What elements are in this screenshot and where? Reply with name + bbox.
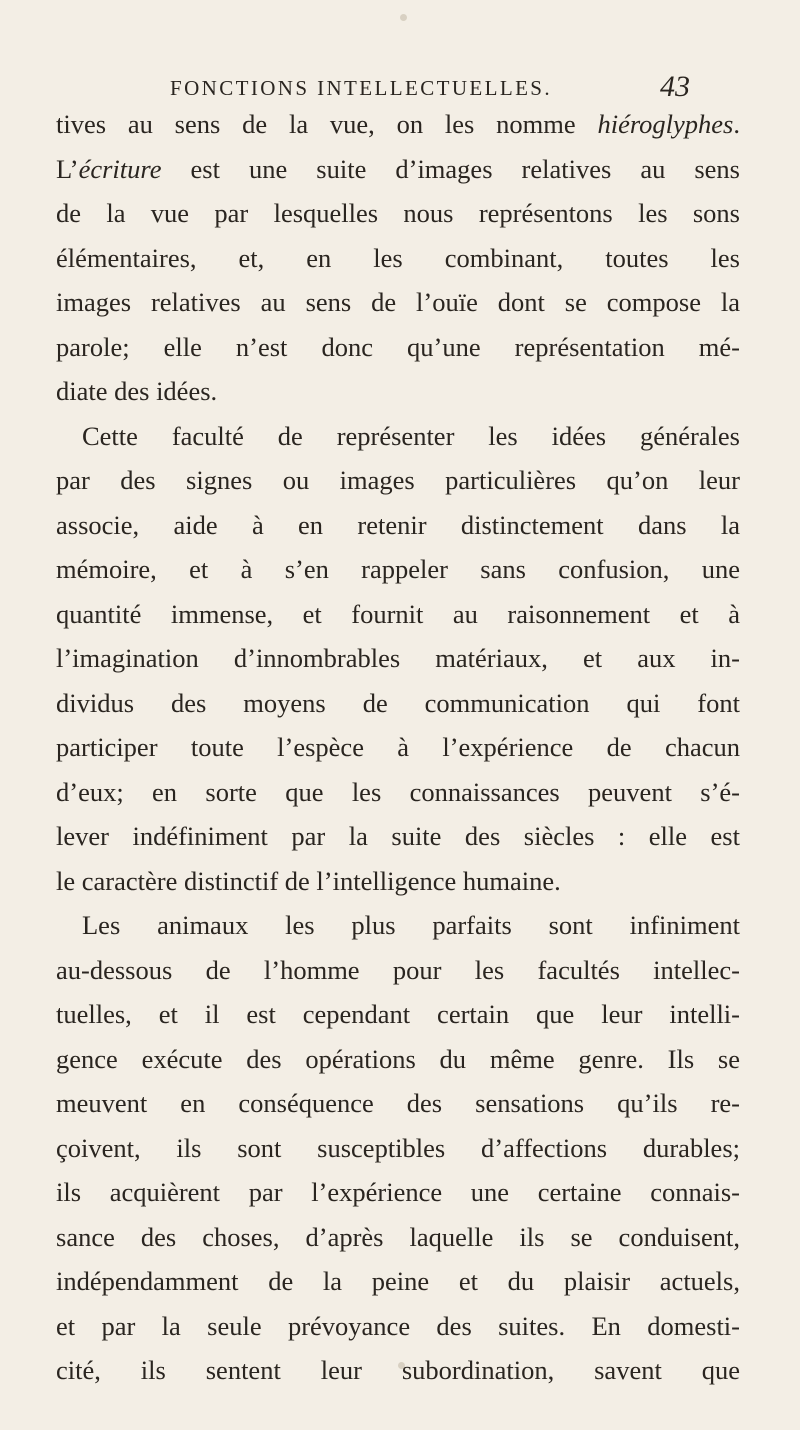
text-line: lever indéfiniment par la suite des siècles : elle est — [56, 821, 740, 851]
text-line: élémentaires, et, en les combinant, toutes les — [56, 242, 740, 273]
italic-term: hiéroglyphes — [597, 109, 734, 139]
paragraph-end-line: diate des idées. — [56, 376, 218, 406]
text-line: indépendamment de la peine et du plaisir actuels, — [56, 1266, 740, 1296]
line-text: est une suite d’images relatives au sens — [161, 153, 740, 184]
page-number: 43 — [660, 70, 690, 103]
paper-spot — [400, 14, 407, 21]
text-line: associe, aide à en retenir distinctement dans la — [56, 509, 740, 540]
text-line: cité, ils sentent leur subordination, savent que — [56, 1355, 740, 1385]
text-line: ils acquièrent par l’expérience une certaine connais- — [56, 1177, 740, 1207]
line-text: . — [733, 109, 740, 139]
text-line: images relatives au sens de l’ouïe dont se compose la — [56, 287, 740, 317]
text-line — [56, 102, 740, 147]
text-line: au-dessous de l’homme pour les facultés intellec- — [56, 954, 740, 985]
text-line: çoivent, ils sont susceptibles d’affections durables; — [56, 1132, 740, 1163]
italic-term: écriture — [78, 153, 162, 184]
text-line: participer toute l’espèce à l’expérience de chacun — [56, 732, 740, 762]
text-line: l’imagination d’innombrables matériaux, et aux in- — [56, 643, 740, 673]
text-line: dividus des moyens de communication qui font — [56, 687, 740, 718]
text-line: de la vue par lesquelles nous représentons les sons — [56, 198, 740, 228]
text-line: sance des choses, d’après laquelle ils se conduisent, — [56, 1221, 740, 1252]
text-line: meuvent en conséquence des sensations qu’ils re- — [56, 1088, 740, 1118]
text-line: mémoire, et à s’en rappeler sans confusion, une — [56, 554, 740, 584]
running-head: FONCTIONS INTELLECTUELLES. — [170, 76, 553, 100]
text-line: d’eux; en sorte que les connaissances peuvent s’é- — [56, 776, 740, 807]
line-text: L’ — [56, 153, 79, 184]
paragraph-start-line: Les animaux les plus parfaits sont infiniment — [82, 910, 740, 940]
text-line: quantité immense, et fournit au raisonnement et à — [56, 598, 740, 629]
paragraph-end-line: le caractère distinctif de l’intelligence humaine. — [56, 865, 561, 896]
paragraph-start-line: Cette faculté de représenter les idées générales — [82, 420, 740, 451]
text-line: gence exécute des opérations du même genre. Ils se — [56, 1043, 740, 1074]
text-line: parole; elle n’est donc qu’une représentation mé- — [56, 331, 740, 362]
text-line — [56, 147, 740, 192]
text-line: par des signes ou images particulières qu’on leur — [56, 465, 740, 495]
text-line: et par la seule prévoyance des suites. En domesti- — [56, 1310, 740, 1341]
body-text — [56, 102, 740, 1393]
text-line: tuelles, et il est cependant certain que leur intelli- — [56, 999, 740, 1029]
line-text: tives au sens de la vue, on les nomme — [56, 109, 598, 139]
